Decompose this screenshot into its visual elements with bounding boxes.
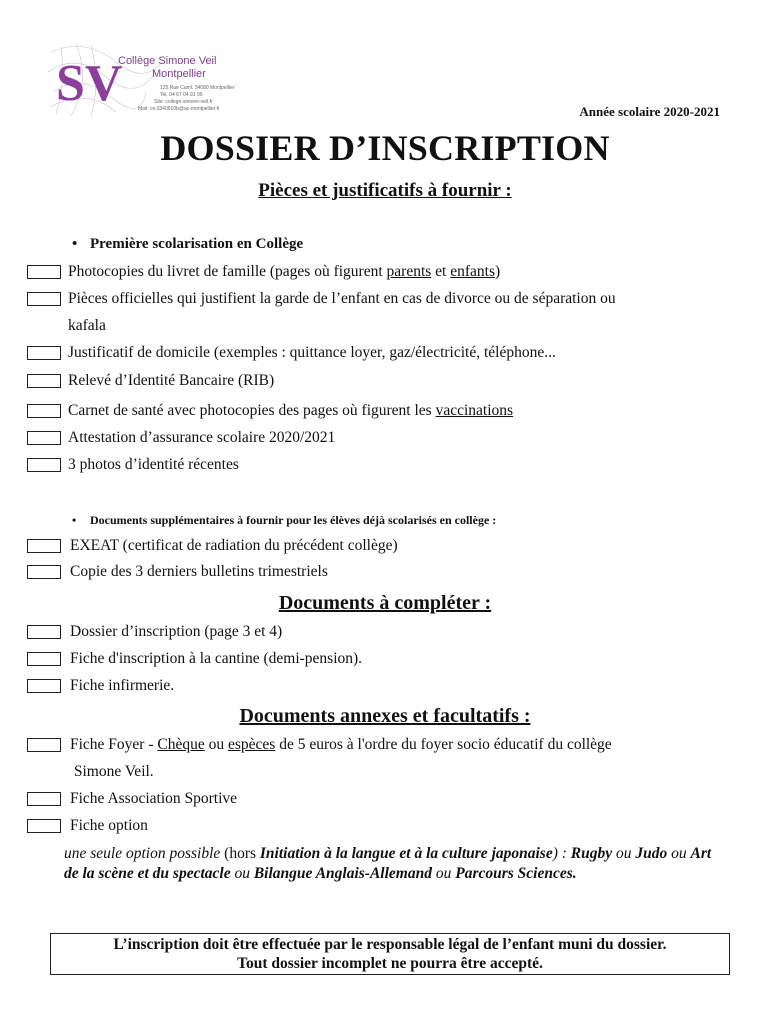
bullet-heading-text: Première scolarisation en Collège <box>90 236 304 252</box>
checklist-item-label: Fiche infirmerie. <box>70 677 175 694</box>
checklist-item <box>0 290 770 312</box>
bullet-icon: • <box>72 236 78 252</box>
option-name: Judo <box>635 845 668 862</box>
text-segment: et <box>431 263 451 280</box>
checkbox[interactable] <box>27 738 61 752</box>
underlined-text: vaccinations <box>435 402 514 419</box>
logo-address-line: 125 Rue Caml, 34080 Montpellier <box>160 85 235 91</box>
checklist-item <box>0 263 770 285</box>
option-name: Initiation à la langue et à la culture japonaise <box>259 845 553 862</box>
logo-address-line: Tel. 04 67 04 91 99 <box>160 92 203 98</box>
checklist-item-label: Attestation d’assurance scolaire 2020/2021 <box>68 429 336 446</box>
checklist-item-label <box>68 263 500 281</box>
checkbox[interactable] <box>27 374 61 388</box>
checklist-item <box>0 563 770 585</box>
checklist-item <box>0 790 770 812</box>
text-segment: ) : <box>552 845 571 862</box>
checklist-item <box>0 650 770 672</box>
underlined-text: espèces <box>228 736 276 753</box>
text-segment: Fiche Foyer - <box>70 736 158 753</box>
checklist-item-label: 3 photos d’identité récentes <box>68 456 239 473</box>
option-name: Rugby <box>570 845 613 862</box>
text-segment: ou <box>431 865 456 882</box>
text-segment: (hors <box>220 845 260 862</box>
notice-line: L’inscription doit être effectuée par le responsable légal de l’enfant muni du dossier. <box>113 936 667 953</box>
checklist-item <box>0 456 770 478</box>
text-segment: ou <box>612 845 636 862</box>
checklist-item <box>0 736 770 758</box>
option-note <box>64 844 724 884</box>
checklist-item-label: Dossier d’inscription (page 3 et 4) <box>70 623 283 640</box>
text-segment: ou <box>667 845 691 862</box>
checkbox[interactable] <box>27 292 61 306</box>
checklist-item-label: Fiche Association Sportive <box>70 790 238 807</box>
school-logo <box>46 42 235 118</box>
checklist-item <box>0 429 770 451</box>
page-title: DOSSIER D’INSCRIPTION <box>160 128 610 168</box>
checklist-item <box>0 372 770 394</box>
text-segment: de 5 euros à l'ordre du foyer socio éducatif du collège <box>275 736 612 753</box>
bullet-heading-first-schooling <box>72 236 303 253</box>
text-segment: une seule option possible <box>64 845 221 862</box>
checklist-item-label: Justificatif de domicile (exemples : quittance loyer, gaz/électricité, téléphone... <box>68 344 556 361</box>
checkbox[interactable] <box>27 539 61 553</box>
text-segment: ou <box>204 736 228 753</box>
checklist-item-label: Copie des 3 derniers bulletins trimestriels <box>70 563 328 580</box>
checklist-item <box>0 677 770 699</box>
checkbox[interactable] <box>27 819 61 833</box>
notice-line: Tout dossier incomplet ne pourra être accepté. <box>237 955 543 972</box>
checklist-item-label <box>70 736 612 754</box>
logo-address-line: Site: college-simone-veil.fr <box>154 99 213 105</box>
checklist-item-label: EXEAT (certificat de radiation du précédent collège) <box>70 537 398 554</box>
bullet-heading-text: Documents supplémentaires à fournir pour les élèves déjà scolarisés en collège : <box>90 513 497 527</box>
checklist-item-label <box>68 402 513 420</box>
bullet-heading-supplementary <box>72 513 496 528</box>
checklist-item-label: Relevé d’Identité Bancaire (RIB) <box>68 372 275 389</box>
checkbox[interactable] <box>27 565 61 579</box>
underlined-text: Chèque <box>157 736 205 753</box>
checkbox[interactable] <box>27 431 61 445</box>
checklist-item <box>0 402 770 424</box>
bullet-icon: • <box>72 513 77 527</box>
checklist-item <box>0 817 770 839</box>
checkbox[interactable] <box>27 265 61 279</box>
checklist-item-label-continued: Simone Veil. <box>70 763 154 780</box>
checkbox[interactable] <box>27 625 61 639</box>
checklist-item-label-continued: kafala <box>68 317 106 334</box>
checklist-item-label: Pièces officielles qui justifient la garde de l’enfant en cas de divorce ou de séparation ou <box>68 290 616 307</box>
checklist-item <box>0 537 770 559</box>
checkbox[interactable] <box>27 346 61 360</box>
option-name: Bilangue Anglais-Allemand <box>253 865 432 882</box>
school-year: Année scolaire 2020-2021 <box>579 104 720 119</box>
notice-box <box>50 933 730 975</box>
underlined-text: enfants <box>450 263 495 280</box>
checkbox[interactable] <box>27 458 61 472</box>
option-name: Parcours Sciences. <box>455 865 577 882</box>
checkbox[interactable] <box>27 679 61 693</box>
checklist-item-label: Fiche d'inscription à la cantine (demi-pension). <box>70 650 363 667</box>
text-segment: Carnet de santé avec photocopies des pages où figurent les <box>68 402 436 419</box>
underlined-text: parents <box>386 263 432 280</box>
section-title-annexes: Documents annexes et facultatifs : <box>239 705 531 727</box>
checkbox[interactable] <box>27 652 61 666</box>
option-name: Art de la scène et du spectacle <box>64 845 712 882</box>
checkbox[interactable] <box>27 792 61 806</box>
logo-monogram: SV <box>56 55 123 112</box>
text-segment: ou <box>230 865 254 882</box>
section-title-pieces: Pièces et justificatifs à fournir : <box>258 180 512 201</box>
text-segment: Photocopies du livret de famille (pages où figurent <box>68 263 387 280</box>
checklist-item <box>0 623 770 645</box>
checkbox[interactable] <box>27 404 61 418</box>
checklist-item <box>0 344 770 366</box>
logo-school-city: Montpellier <box>152 68 206 80</box>
logo-address-line: Mail: ce.0340910b@ac-montpellier.fr <box>138 106 220 112</box>
section-title-complete: Documents à compléter : <box>278 592 492 614</box>
checklist-item-label: Fiche option <box>70 817 148 834</box>
logo-school-name: Collège Simone Veil <box>118 55 217 67</box>
text-segment: ) <box>495 263 501 280</box>
